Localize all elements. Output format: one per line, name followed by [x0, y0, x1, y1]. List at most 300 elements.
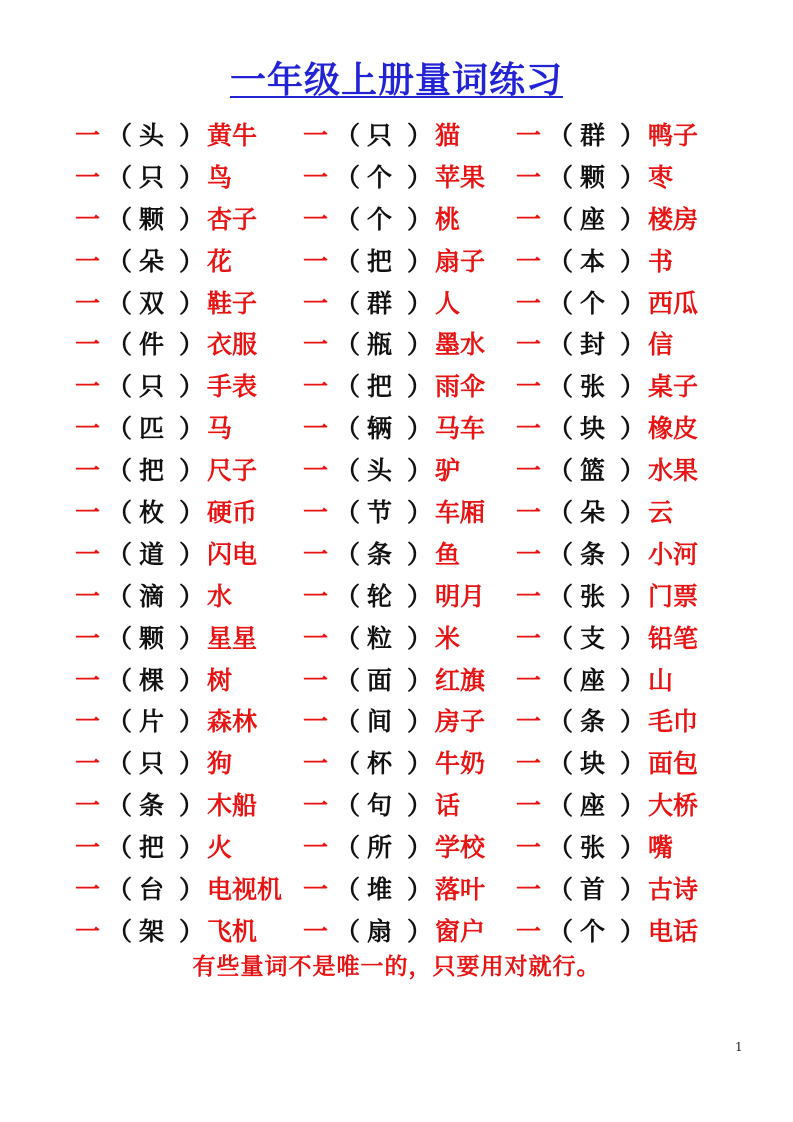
- noun: 车厢: [435, 498, 486, 528]
- measure-word: 张: [580, 833, 606, 863]
- measure-word: 块: [580, 749, 606, 779]
- close-paren: ）: [620, 665, 646, 695]
- open-paren: （: [107, 749, 133, 779]
- number-one: 一: [303, 707, 329, 737]
- open-paren: （: [335, 749, 361, 779]
- noun: 猫: [435, 121, 461, 150]
- noun: 扇子: [435, 246, 486, 276]
- number-one: 一: [75, 791, 101, 821]
- noun: 狗: [207, 749, 233, 779]
- measure-word: 首: [580, 875, 606, 905]
- open-paren: （: [335, 581, 361, 611]
- close-paren: ）: [179, 539, 205, 569]
- close-paren: ）: [179, 456, 205, 486]
- close-paren: ）: [407, 414, 433, 444]
- close-paren: ）: [407, 623, 433, 653]
- noun: 森林: [207, 707, 258, 737]
- noun: 手表: [207, 372, 258, 402]
- noun: 鱼: [435, 539, 461, 569]
- measure-word: 颗: [139, 623, 165, 653]
- number-one: 一: [303, 330, 329, 360]
- noun: 尺子: [207, 456, 258, 486]
- close-paren: ）: [620, 623, 646, 653]
- number-one: 一: [516, 414, 542, 444]
- measure-word: 所: [367, 833, 393, 863]
- close-paren: ）: [407, 330, 433, 360]
- noun: 墨水: [435, 330, 486, 360]
- open-paren: （: [107, 288, 133, 318]
- open-paren: （: [107, 833, 133, 863]
- close-paren: ）: [620, 246, 646, 276]
- close-paren: ）: [179, 833, 205, 863]
- measure-word: 扇: [367, 916, 393, 946]
- close-paren: ）: [179, 749, 205, 779]
- number-one: 一: [75, 916, 101, 946]
- noun: 杏子: [207, 204, 258, 234]
- measure-word: 杯: [367, 749, 393, 779]
- number-one: 一: [75, 372, 101, 402]
- close-paren: ）: [620, 749, 646, 779]
- noun: 毛巾: [648, 707, 699, 737]
- open-paren: （: [548, 414, 574, 444]
- close-paren: ）: [620, 330, 646, 360]
- close-paren: ）: [407, 456, 433, 486]
- open-paren: （: [107, 162, 133, 192]
- open-paren: （: [548, 749, 574, 779]
- exercise-row: [75, 408, 715, 450]
- measure-word: 堆: [367, 875, 393, 905]
- measure-word: 个: [367, 162, 393, 192]
- measure-word: 片: [139, 707, 165, 737]
- open-paren: （: [107, 665, 133, 695]
- close-paren: ）: [620, 162, 646, 192]
- close-paren: ）: [407, 498, 433, 528]
- open-paren: （: [548, 498, 574, 528]
- open-paren: （: [107, 372, 133, 402]
- close-paren: ）: [407, 121, 433, 150]
- number-one: 一: [75, 330, 101, 360]
- noun: 鞋子: [207, 288, 258, 318]
- open-paren: （: [335, 121, 361, 150]
- measure-word: 只: [367, 121, 393, 150]
- number-one: 一: [303, 204, 329, 234]
- noun: 云: [648, 498, 674, 528]
- number-one: 一: [303, 414, 329, 444]
- exercise-row: [75, 576, 715, 618]
- close-paren: ）: [179, 288, 205, 318]
- noun: 驴: [435, 456, 461, 486]
- close-paren: ）: [620, 372, 646, 402]
- close-paren: ）: [179, 330, 205, 360]
- number-one: 一: [75, 665, 101, 695]
- noun: 书: [648, 246, 674, 276]
- number-one: 一: [303, 288, 329, 318]
- number-one: 一: [516, 246, 542, 276]
- measure-word: 群: [367, 288, 393, 318]
- exercise-row: [75, 869, 715, 911]
- page-title: [0, 58, 793, 102]
- noun: 信: [648, 330, 674, 360]
- close-paren: ）: [407, 372, 433, 402]
- noun: 花: [207, 246, 233, 276]
- measure-word: 间: [367, 707, 393, 737]
- open-paren: （: [107, 581, 133, 611]
- open-paren: （: [107, 121, 133, 150]
- measure-word: 枚: [139, 498, 165, 528]
- close-paren: ）: [179, 916, 205, 946]
- measure-word-grid: [75, 115, 715, 953]
- close-paren: ）: [620, 791, 646, 821]
- noun: 桃: [435, 204, 461, 234]
- open-paren: （: [335, 498, 361, 528]
- number-one: 一: [303, 623, 329, 653]
- open-paren: （: [548, 707, 574, 737]
- open-paren: （: [107, 623, 133, 653]
- number-one: 一: [516, 749, 542, 779]
- open-paren: （: [107, 246, 133, 276]
- number-one: 一: [303, 498, 329, 528]
- exercise-row: [75, 660, 715, 702]
- open-paren: （: [335, 330, 361, 360]
- noun: 小河: [648, 539, 699, 569]
- noun: 牛奶: [435, 749, 486, 779]
- exercise-row: [75, 366, 715, 408]
- measure-word: 群: [580, 121, 606, 150]
- close-paren: ）: [179, 162, 205, 192]
- noun: 人: [435, 288, 461, 318]
- number-one: 一: [516, 204, 542, 234]
- noun: 星星: [207, 623, 258, 653]
- measure-word: 个: [367, 204, 393, 234]
- number-one: 一: [303, 665, 329, 695]
- noun: 马车: [435, 414, 486, 444]
- exercise-row: [75, 157, 715, 199]
- open-paren: （: [548, 246, 574, 276]
- open-paren: （: [335, 162, 361, 192]
- close-paren: ）: [620, 707, 646, 737]
- open-paren: （: [548, 665, 574, 695]
- measure-word: 条: [580, 539, 606, 569]
- number-one: 一: [75, 162, 101, 192]
- noun: 闪电: [207, 539, 258, 569]
- noun: 树: [207, 665, 233, 695]
- close-paren: ）: [407, 875, 433, 905]
- measure-word: 块: [580, 414, 606, 444]
- number-one: 一: [516, 707, 542, 737]
- noun: 雨伞: [435, 372, 486, 402]
- noun: 红旗: [435, 665, 486, 695]
- close-paren: ）: [407, 162, 433, 192]
- close-paren: ）: [620, 916, 646, 946]
- number-one: 一: [75, 456, 101, 486]
- number-one: 一: [516, 121, 542, 150]
- measure-word: 只: [139, 372, 165, 402]
- noun: 山: [648, 665, 674, 695]
- measure-word: 面: [367, 665, 393, 695]
- exercise-row: [75, 324, 715, 366]
- number-one: 一: [75, 414, 101, 444]
- measure-word: 头: [139, 121, 165, 150]
- number-one: 一: [75, 707, 101, 737]
- measure-word: 架: [139, 916, 165, 946]
- measure-word: 支: [580, 623, 606, 653]
- noun: 飞机: [207, 916, 258, 946]
- open-paren: （: [107, 791, 133, 821]
- close-paren: ）: [407, 707, 433, 737]
- number-one: 一: [516, 498, 542, 528]
- number-one: 一: [75, 749, 101, 779]
- number-one: 一: [75, 288, 101, 318]
- close-paren: ）: [179, 372, 205, 402]
- noun: 米: [435, 623, 461, 653]
- measure-word: 把: [139, 833, 165, 863]
- number-one: 一: [303, 121, 329, 150]
- measure-word: 头: [367, 456, 393, 486]
- noun: 木船: [207, 791, 258, 821]
- measure-word: 匹: [139, 414, 165, 444]
- noun: 话: [435, 791, 461, 821]
- open-paren: （: [548, 330, 574, 360]
- measure-word: 把: [367, 246, 393, 276]
- open-paren: （: [548, 456, 574, 486]
- noun: 楼房: [648, 204, 699, 234]
- measure-word: 条: [367, 539, 393, 569]
- footer-note: 有些量词不是唯一的，只要用对就行。: [192, 954, 601, 980]
- number-one: 一: [75, 623, 101, 653]
- close-paren: ）: [620, 121, 646, 150]
- number-one: 一: [516, 875, 542, 905]
- number-one: 一: [516, 372, 542, 402]
- measure-word: 件: [139, 330, 165, 360]
- measure-word: 辆: [367, 414, 393, 444]
- open-paren: （: [548, 288, 574, 318]
- open-paren: （: [335, 875, 361, 905]
- measure-word: 滴: [139, 581, 165, 611]
- noun: 电视机: [207, 875, 283, 905]
- noun: 鸟: [207, 162, 233, 192]
- noun: 衣服: [207, 330, 258, 360]
- measure-word: 条: [139, 791, 165, 821]
- open-paren: （: [335, 456, 361, 486]
- noun: 枣: [648, 162, 674, 192]
- open-paren: （: [107, 204, 133, 234]
- noun: 门票: [648, 581, 699, 611]
- close-paren: ）: [407, 833, 433, 863]
- measure-word: 张: [580, 581, 606, 611]
- measure-word: 朵: [580, 498, 606, 528]
- number-one: 一: [75, 539, 101, 569]
- noun: 大桥: [648, 791, 699, 821]
- open-paren: （: [335, 414, 361, 444]
- close-paren: ）: [179, 707, 205, 737]
- number-one: 一: [75, 246, 101, 276]
- close-paren: ）: [620, 875, 646, 905]
- exercise-row: [75, 701, 715, 743]
- noun: 嘴: [648, 833, 674, 863]
- close-paren: ）: [620, 204, 646, 234]
- measure-word: 座: [580, 665, 606, 695]
- number-one: 一: [516, 665, 542, 695]
- close-paren: ）: [620, 539, 646, 569]
- noun: 面包: [648, 749, 699, 779]
- open-paren: （: [335, 791, 361, 821]
- open-paren: （: [548, 623, 574, 653]
- close-paren: ）: [179, 498, 205, 528]
- measure-word: 篮: [580, 456, 606, 486]
- close-paren: ）: [179, 791, 205, 821]
- number-one: 一: [303, 162, 329, 192]
- noun: 房子: [435, 707, 486, 737]
- exercise-row: [75, 492, 715, 534]
- measure-word: 个: [580, 288, 606, 318]
- exercise-row: [75, 785, 715, 827]
- open-paren: （: [548, 833, 574, 863]
- open-paren: （: [335, 539, 361, 569]
- close-paren: ）: [179, 623, 205, 653]
- open-paren: （: [335, 204, 361, 234]
- noun: 鸭子: [648, 121, 699, 150]
- measure-word: 条: [580, 707, 606, 737]
- number-one: 一: [75, 875, 101, 905]
- measure-word: 台: [139, 875, 165, 905]
- open-paren: （: [335, 246, 361, 276]
- exercise-row: [75, 911, 715, 953]
- close-paren: ）: [407, 581, 433, 611]
- measure-word: 只: [139, 162, 165, 192]
- close-paren: ）: [179, 204, 205, 234]
- number-one: 一: [303, 791, 329, 821]
- close-paren: ）: [620, 288, 646, 318]
- open-paren: （: [107, 456, 133, 486]
- open-paren: （: [335, 833, 361, 863]
- open-paren: （: [548, 372, 574, 402]
- exercise-row: [75, 743, 715, 785]
- open-paren: （: [548, 539, 574, 569]
- open-paren: （: [335, 288, 361, 318]
- open-paren: （: [335, 665, 361, 695]
- close-paren: ）: [620, 456, 646, 486]
- open-paren: （: [107, 539, 133, 569]
- number-one: 一: [303, 246, 329, 276]
- number-one: 一: [516, 833, 542, 863]
- measure-word: 封: [580, 330, 606, 360]
- measure-word: 颗: [139, 204, 165, 234]
- close-paren: ）: [407, 665, 433, 695]
- exercise-row: [75, 534, 715, 576]
- noun: 落叶: [435, 875, 486, 905]
- measure-word: 轮: [367, 581, 393, 611]
- open-paren: （: [548, 121, 574, 150]
- open-paren: （: [107, 498, 133, 528]
- close-paren: ）: [407, 539, 433, 569]
- noun: 学校: [435, 833, 486, 863]
- open-paren: （: [335, 623, 361, 653]
- close-paren: ）: [407, 246, 433, 276]
- number-one: 一: [75, 833, 101, 863]
- close-paren: ）: [407, 204, 433, 234]
- noun: 水果: [648, 456, 699, 486]
- measure-word: 道: [139, 539, 165, 569]
- open-paren: （: [548, 204, 574, 234]
- measure-word: 粒: [367, 623, 393, 653]
- exercise-row: [75, 115, 715, 157]
- close-paren: ）: [179, 581, 205, 611]
- open-paren: （: [107, 916, 133, 946]
- page-title-text: 一年级上册量词练习: [229, 59, 563, 101]
- number-one: 一: [303, 539, 329, 569]
- close-paren: ）: [407, 916, 433, 946]
- number-one: 一: [303, 749, 329, 779]
- measure-word: 张: [580, 372, 606, 402]
- noun: 窗户: [435, 916, 486, 946]
- exercise-row: [75, 241, 715, 283]
- close-paren: ）: [179, 665, 205, 695]
- noun: 桌子: [648, 372, 699, 402]
- number-one: 一: [75, 121, 101, 150]
- open-paren: （: [107, 330, 133, 360]
- open-paren: （: [107, 707, 133, 737]
- close-paren: ）: [407, 791, 433, 821]
- number-one: 一: [303, 581, 329, 611]
- measure-word: 只: [139, 749, 165, 779]
- exercise-row: [75, 283, 715, 325]
- measure-word: 座: [580, 791, 606, 821]
- measure-word: 把: [139, 456, 165, 486]
- open-paren: （: [548, 791, 574, 821]
- close-paren: ）: [620, 498, 646, 528]
- open-paren: （: [107, 414, 133, 444]
- number-one: 一: [516, 288, 542, 318]
- number-one: 一: [516, 791, 542, 821]
- number-one: 一: [516, 581, 542, 611]
- noun: 橡皮: [648, 414, 699, 444]
- noun: 马: [207, 414, 233, 444]
- noun: 黄牛: [207, 121, 258, 150]
- noun: 明月: [435, 581, 486, 611]
- open-paren: （: [548, 916, 574, 946]
- number-one: 一: [75, 204, 101, 234]
- noun: 西瓜: [648, 288, 699, 318]
- close-paren: ）: [407, 749, 433, 779]
- measure-word: 颗: [580, 162, 606, 192]
- measure-word: 本: [580, 246, 606, 276]
- number-one: 一: [516, 162, 542, 192]
- noun: 电话: [648, 916, 699, 946]
- number-one: 一: [303, 833, 329, 863]
- open-paren: （: [548, 875, 574, 905]
- open-paren: （: [335, 707, 361, 737]
- number-one: 一: [516, 623, 542, 653]
- open-paren: （: [107, 875, 133, 905]
- noun: 苹果: [435, 162, 486, 192]
- number-one: 一: [303, 456, 329, 486]
- exercise-row: [75, 450, 715, 492]
- measure-word: 双: [139, 288, 165, 318]
- close-paren: ）: [620, 581, 646, 611]
- measure-word: 棵: [139, 665, 165, 695]
- close-paren: ）: [179, 246, 205, 276]
- noun: 硬币: [207, 498, 258, 528]
- close-paren: ）: [179, 121, 205, 150]
- measure-word: 把: [367, 372, 393, 402]
- noun: 火: [207, 833, 233, 863]
- number-one: 一: [516, 330, 542, 360]
- number-one: 一: [75, 581, 101, 611]
- open-paren: （: [548, 581, 574, 611]
- number-one: 一: [303, 875, 329, 905]
- measure-word: 句: [367, 791, 393, 821]
- exercise-row: [75, 827, 715, 869]
